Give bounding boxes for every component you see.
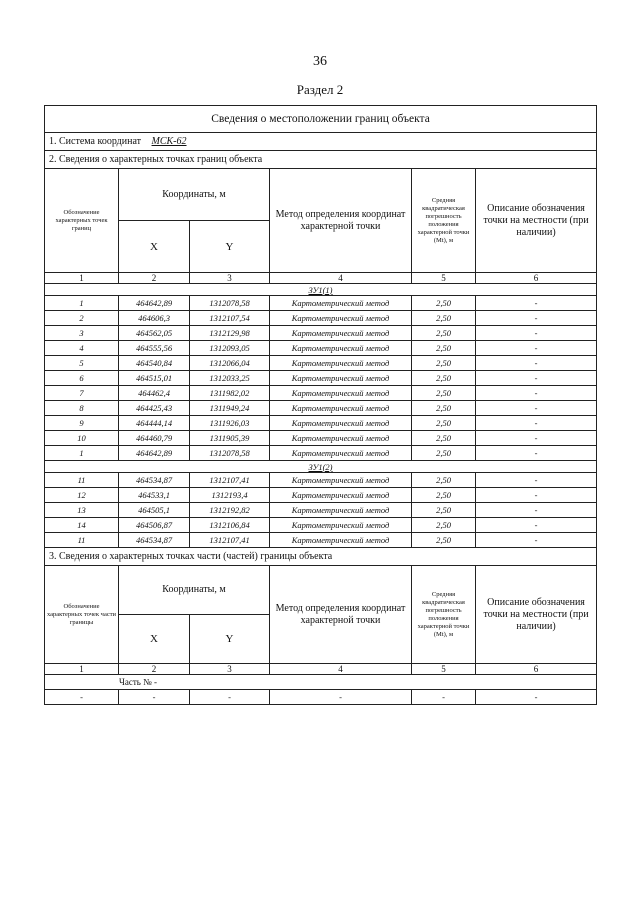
table-cell: 9 bbox=[45, 416, 119, 431]
table-cell: 13 bbox=[45, 503, 119, 518]
column-index: 6 bbox=[476, 273, 597, 284]
table-cell: 464462,4 bbox=[119, 386, 190, 401]
table-cell: Картометрический метод bbox=[270, 341, 412, 356]
table-row bbox=[45, 518, 597, 533]
table-cell: 2 bbox=[45, 311, 119, 326]
table-cell: 8 bbox=[45, 401, 119, 416]
table-cell: 2,50 bbox=[412, 326, 476, 341]
table-cell: - bbox=[270, 690, 412, 705]
table-cell: 464444,14 bbox=[119, 416, 190, 431]
table-cell: 1311926,03 bbox=[190, 416, 270, 431]
column-index-row bbox=[45, 273, 597, 284]
table-row bbox=[45, 533, 597, 548]
table-cell: 1312093,05 bbox=[190, 341, 270, 356]
table-cell: 2,50 bbox=[412, 488, 476, 503]
table-cell: 4 bbox=[45, 341, 119, 356]
column-index: 6 bbox=[476, 664, 597, 675]
table-cell: - bbox=[412, 690, 476, 705]
group-name: ЗУ1(2) bbox=[45, 461, 597, 473]
table-cell: 2,50 bbox=[412, 416, 476, 431]
table-cell: 1311905,39 bbox=[190, 431, 270, 446]
column-index: 2 bbox=[119, 664, 190, 675]
table-cell: 2,50 bbox=[412, 311, 476, 326]
header-x: X bbox=[119, 221, 190, 273]
column-index: 3 bbox=[190, 273, 270, 284]
table-cell: Картометрический метод bbox=[270, 473, 412, 488]
table-cell: 2,50 bbox=[412, 503, 476, 518]
table-cell: 6 bbox=[45, 371, 119, 386]
header-accuracy: Средняя квадратическая погрешность положения характерной точки (Mt), м bbox=[412, 169, 476, 273]
table-cell: 464555,56 bbox=[119, 341, 190, 356]
table-cell: 2,50 bbox=[412, 518, 476, 533]
column-index: 1 bbox=[45, 664, 119, 675]
table-cell: - bbox=[476, 473, 597, 488]
table-cell: 1312106,84 bbox=[190, 518, 270, 533]
table-title: Сведения о местоположении границ объекта bbox=[45, 106, 597, 133]
table-row bbox=[45, 503, 597, 518]
coord-system-row bbox=[45, 133, 597, 151]
table-cell: - bbox=[476, 488, 597, 503]
table-cell: 464533,1 bbox=[119, 488, 190, 503]
table-cell: 464506,87 bbox=[119, 518, 190, 533]
table-row bbox=[45, 371, 597, 386]
column-index: 4 bbox=[270, 664, 412, 675]
header-y-part: Y bbox=[190, 615, 270, 664]
coord-system-label: 1. Система координат bbox=[49, 136, 142, 147]
header-point-id-part: Обозначение характерных точек части границы bbox=[45, 566, 119, 664]
column-index: 5 bbox=[412, 273, 476, 284]
empty-part-row bbox=[45, 690, 597, 705]
table-cell: 1312107,41 bbox=[190, 533, 270, 548]
header-accuracy-part: Средняя квадратическая погрешность положения характерной точки (Mt), м bbox=[412, 566, 476, 664]
table-cell: Картометрический метод bbox=[270, 503, 412, 518]
table-cell: 464425,43 bbox=[119, 401, 190, 416]
table-cell: 3 bbox=[45, 326, 119, 341]
column-index: 5 bbox=[412, 664, 476, 675]
table-cell: Картометрический метод bbox=[270, 518, 412, 533]
table-row bbox=[45, 446, 597, 461]
table-cell: Картометрический метод bbox=[270, 311, 412, 326]
table-row bbox=[45, 401, 597, 416]
header-y: Y bbox=[190, 221, 270, 273]
table-cell: Картометрический метод bbox=[270, 326, 412, 341]
table-cell: - bbox=[476, 690, 597, 705]
table-cell: - bbox=[476, 416, 597, 431]
table-cell: Картометрический метод bbox=[270, 356, 412, 371]
table-cell: 2,50 bbox=[412, 296, 476, 311]
header-coords-part: Координаты, м bbox=[119, 566, 270, 615]
section2-title: 2. Сведения о характерных точках границ объекта bbox=[45, 151, 597, 169]
table-cell: 464460,79 bbox=[119, 431, 190, 446]
header-method: Метод определения координат характерной точки bbox=[270, 169, 412, 273]
table-cell: - bbox=[476, 326, 597, 341]
table-cell: - bbox=[476, 371, 597, 386]
header-coords: Координаты, м bbox=[119, 169, 270, 221]
table-cell: 464515,01 bbox=[119, 371, 190, 386]
table-row bbox=[45, 473, 597, 488]
table-cell: 7 bbox=[45, 386, 119, 401]
table-cell: Картометрический метод bbox=[270, 371, 412, 386]
table-row bbox=[45, 296, 597, 311]
table-cell: 2,50 bbox=[412, 533, 476, 548]
table-cell: 464642,89 bbox=[119, 296, 190, 311]
table-row bbox=[45, 311, 597, 326]
table-cell: 464505,1 bbox=[119, 503, 190, 518]
column-index: 3 bbox=[190, 664, 270, 675]
table-cell: 464534,87 bbox=[119, 473, 190, 488]
table-cell: 1 bbox=[45, 296, 119, 311]
table-cell: 464562,05 bbox=[119, 326, 190, 341]
table-cell: 14 bbox=[45, 518, 119, 533]
table-cell: 2,50 bbox=[412, 356, 476, 371]
table-cell: 1311949,24 bbox=[190, 401, 270, 416]
table-cell: 1312107,54 bbox=[190, 311, 270, 326]
table-cell: 10 bbox=[45, 431, 119, 446]
table-cell: - bbox=[476, 311, 597, 326]
table-cell: Картометрический метод bbox=[270, 416, 412, 431]
table-cell: 2,50 bbox=[412, 431, 476, 446]
table-cell: - bbox=[476, 533, 597, 548]
table-cell: - bbox=[45, 690, 119, 705]
table-cell: - bbox=[476, 431, 597, 446]
table-cell: - bbox=[476, 341, 597, 356]
table-cell: 1312129,98 bbox=[190, 326, 270, 341]
column-index: 2 bbox=[119, 273, 190, 284]
table-cell: - bbox=[476, 446, 597, 461]
part-label: Часть № - bbox=[45, 675, 597, 690]
table-cell: 464534,87 bbox=[119, 533, 190, 548]
table-cell: 2,50 bbox=[412, 386, 476, 401]
table-row bbox=[45, 356, 597, 371]
table-cell: 5 bbox=[45, 356, 119, 371]
column-index: 1 bbox=[45, 273, 119, 284]
group-name: ЗУ1(1) bbox=[45, 284, 597, 296]
table-cell: 1 bbox=[45, 446, 119, 461]
table-cell: - bbox=[476, 296, 597, 311]
table-cell: 1312066,04 bbox=[190, 356, 270, 371]
table-cell: Картометрический метод bbox=[270, 533, 412, 548]
table-cell: 1312192,82 bbox=[190, 503, 270, 518]
table-cell: 464540,84 bbox=[119, 356, 190, 371]
table-cell: 11 bbox=[45, 533, 119, 548]
table-row bbox=[45, 341, 597, 356]
section-title: Раздел 2 bbox=[296, 82, 344, 97]
header-method-part: Метод определения координат характерной точки bbox=[270, 566, 412, 664]
table-cell: - bbox=[476, 356, 597, 371]
table-cell: Картометрический метод bbox=[270, 401, 412, 416]
header-description-part: Описание обозначения точки на местности (при наличии) bbox=[476, 566, 597, 664]
group-header-row bbox=[45, 461, 597, 473]
table-row bbox=[45, 416, 597, 431]
table-cell: Картометрический метод bbox=[270, 446, 412, 461]
table-cell: - bbox=[119, 690, 190, 705]
table-cell: 1312078,58 bbox=[190, 446, 270, 461]
table-cell: 1312193,4 bbox=[190, 488, 270, 503]
table-cell: 2,50 bbox=[412, 401, 476, 416]
table-cell: 1312078,58 bbox=[190, 296, 270, 311]
table-row bbox=[45, 431, 597, 446]
table-row bbox=[45, 488, 597, 503]
table-cell: Картометрический метод bbox=[270, 296, 412, 311]
section3-title: 3. Сведения о характерных точках части (частей) границы объекта bbox=[45, 548, 597, 566]
table-cell: 464642,89 bbox=[119, 446, 190, 461]
table-cell: 2,50 bbox=[412, 371, 476, 386]
table-cell: - bbox=[476, 386, 597, 401]
table-cell: Картометрический метод bbox=[270, 386, 412, 401]
table-cell: - bbox=[476, 503, 597, 518]
table-cell: Картометрический метод bbox=[270, 431, 412, 446]
header-description: Описание обозначения точки на местности (при наличии) bbox=[476, 169, 597, 273]
column-index: 4 bbox=[270, 273, 412, 284]
header-point-id: Обозначение характерных точек границ bbox=[45, 169, 119, 273]
group-header-row bbox=[45, 284, 597, 296]
header-x-part: X bbox=[119, 615, 190, 664]
table-cell: 1311982,02 bbox=[190, 386, 270, 401]
table-cell: - bbox=[476, 518, 597, 533]
table-cell: 2,50 bbox=[412, 473, 476, 488]
table-cell: - bbox=[476, 401, 597, 416]
table-cell: 2,50 bbox=[412, 341, 476, 356]
table-cell: Картометрический метод bbox=[270, 488, 412, 503]
table-cell: 12 bbox=[45, 488, 119, 503]
boundary-table bbox=[44, 105, 597, 705]
page-number: 36 bbox=[313, 54, 327, 69]
table-cell: 1312033,25 bbox=[190, 371, 270, 386]
table-row bbox=[45, 326, 597, 341]
coord-system-value: МСК-62 bbox=[151, 136, 187, 147]
table-cell: 1312107,41 bbox=[190, 473, 270, 488]
table-cell: 2,50 bbox=[412, 446, 476, 461]
table-cell: - bbox=[190, 690, 270, 705]
column-index-row-part bbox=[45, 664, 597, 675]
table-cell: 464606,3 bbox=[119, 311, 190, 326]
table-cell: 11 bbox=[45, 473, 119, 488]
table-row bbox=[45, 386, 597, 401]
